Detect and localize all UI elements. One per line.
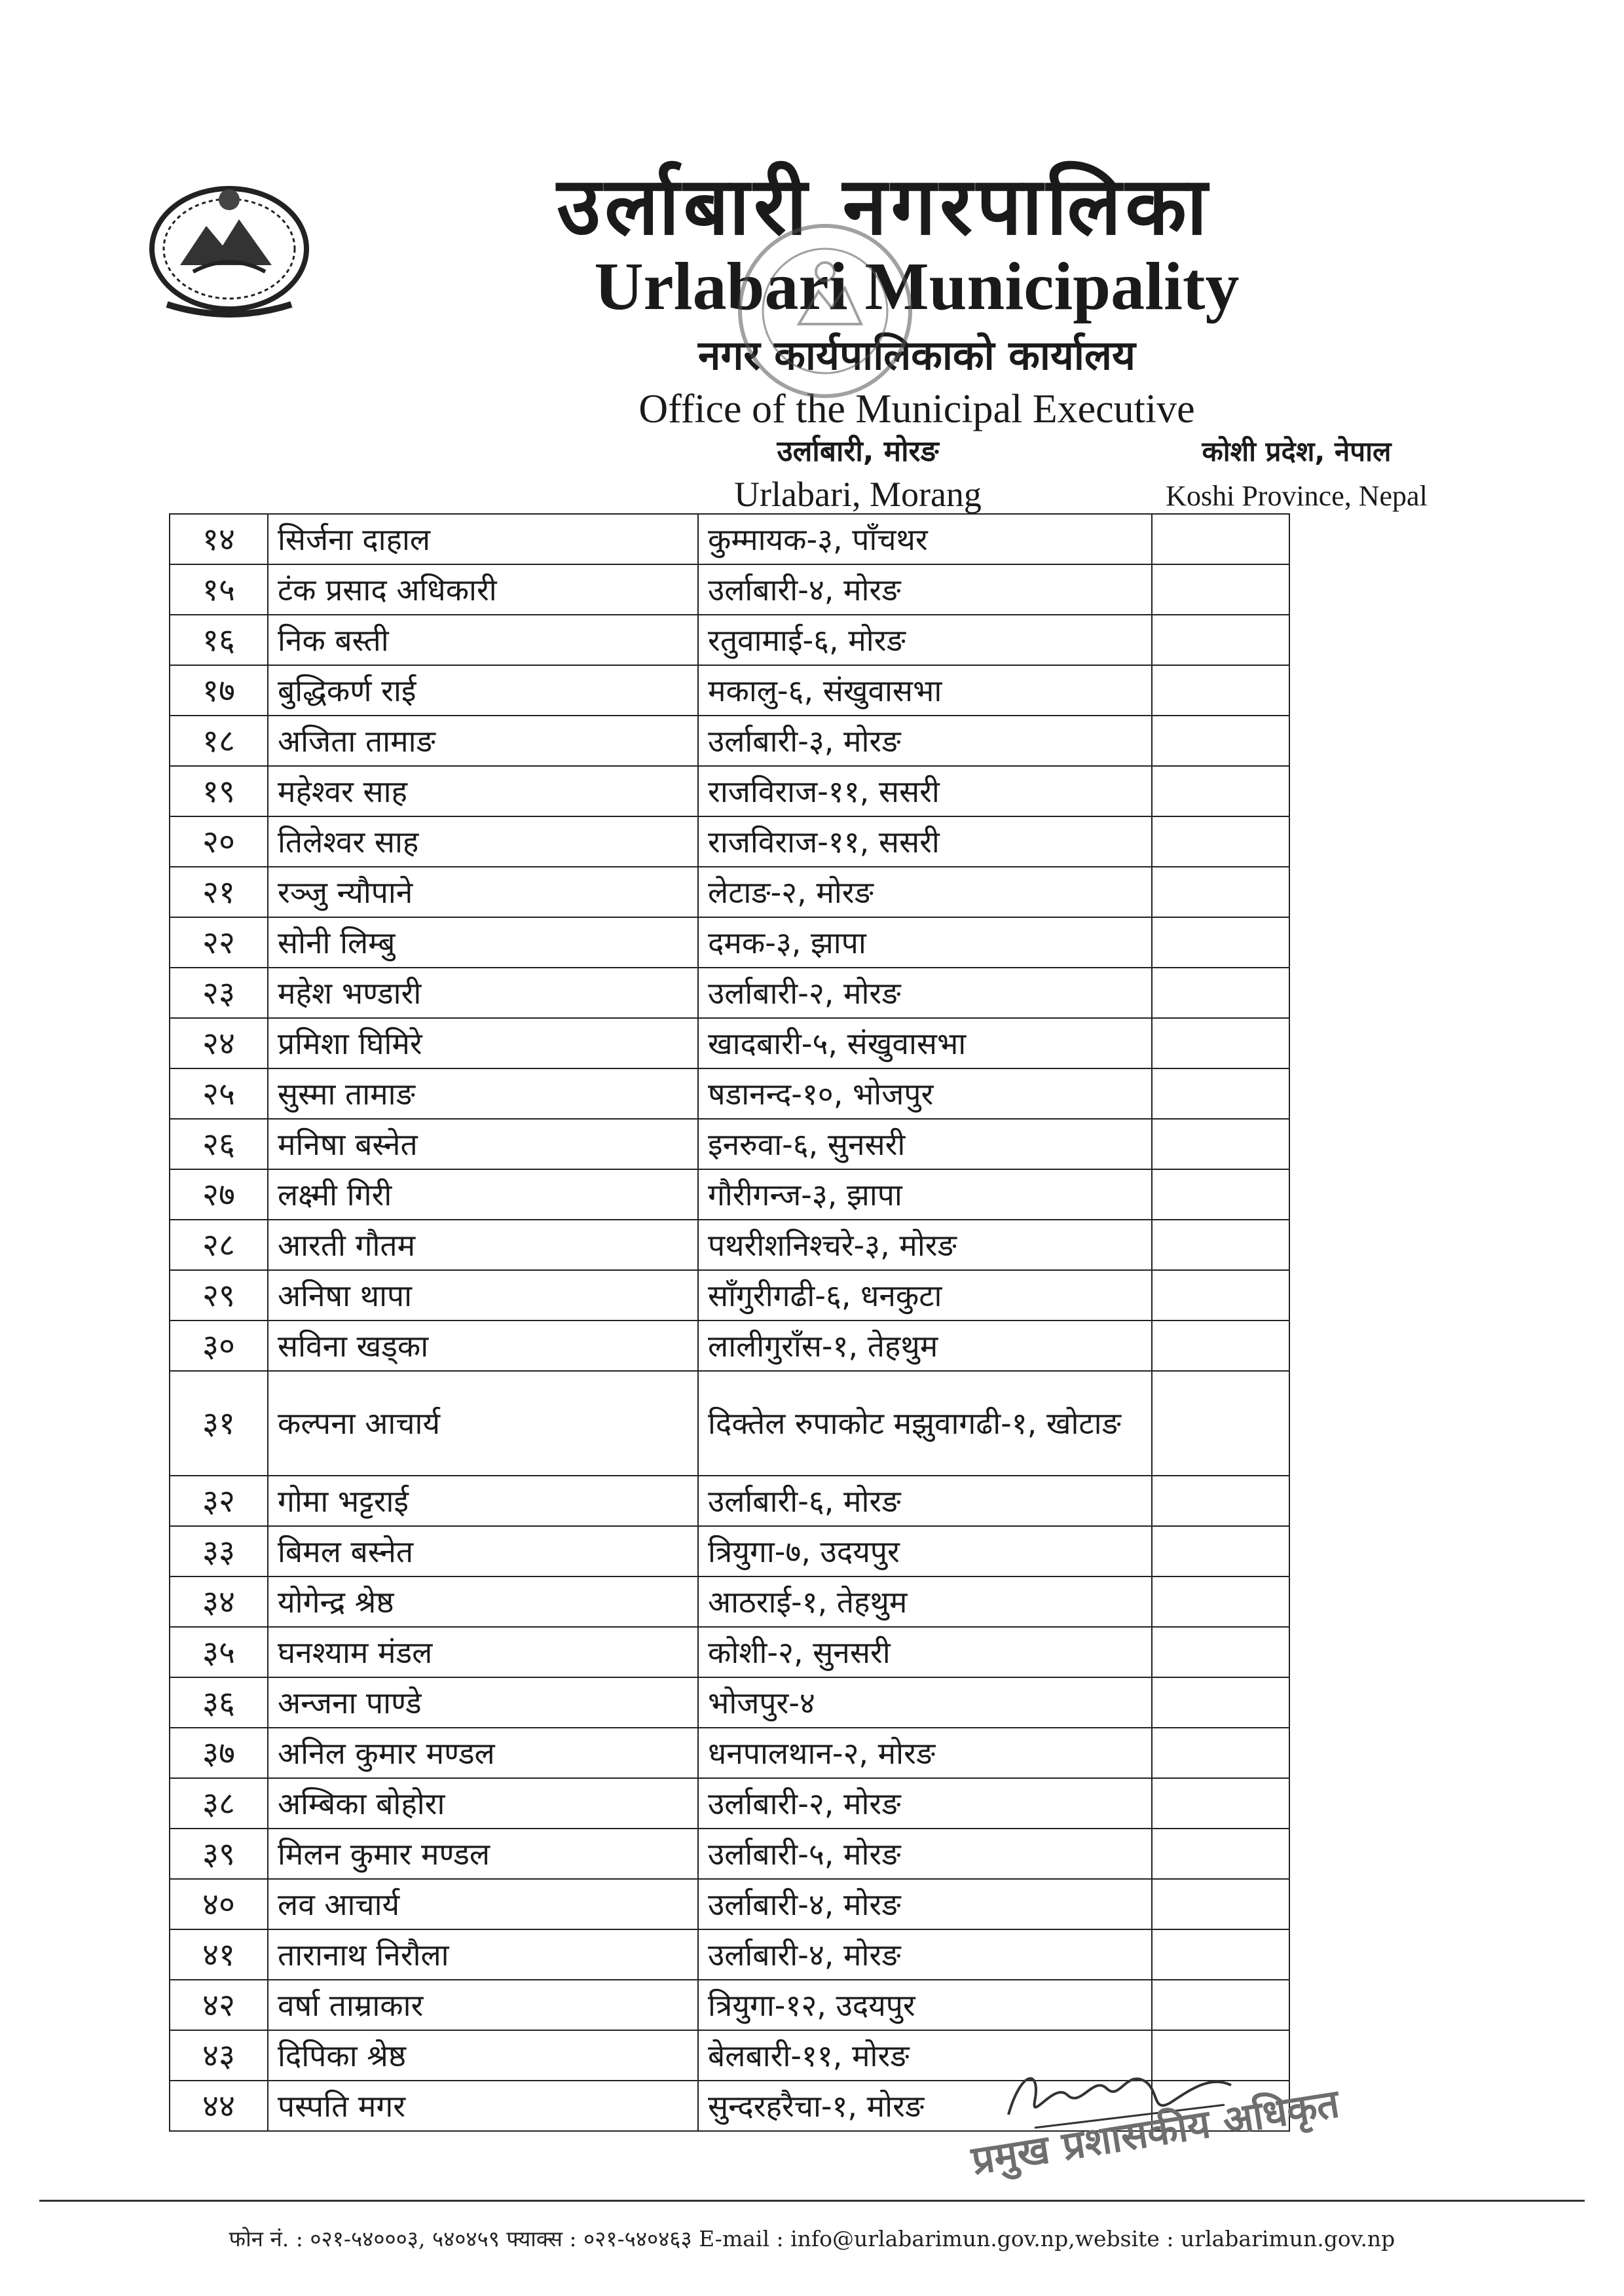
table-row — [170, 1119, 1289, 1169]
name-cell: दिपिका श्रेष्ठ — [268, 2030, 698, 2081]
serial-number-cell: २७ — [170, 1169, 268, 1220]
address-cell: उर्लाबारी-४, मोरङ — [698, 1929, 1152, 1980]
serial-number-cell: ३३ — [170, 1526, 268, 1576]
serial-number-cell: ३२ — [170, 1476, 268, 1526]
name-cell: योगेन्द्र श्रेष्ठ — [268, 1576, 698, 1627]
footer-contact: फोन नं. : ०२१-५४०००३, ५४०४५९ फ्याक्स : ०२१-५४०४६३ E-mail : info@urlabarimun.gov.np,website : urlabarimun.gov.np — [229, 2226, 1395, 2251]
location-en: Urlabari, Morang — [734, 475, 982, 514]
address-cell: राजविराज-११, ससरी — [698, 816, 1152, 867]
address-cell: उर्लाबारी-४, मोरङ — [698, 1879, 1152, 1929]
serial-number-cell: २९ — [170, 1270, 268, 1321]
blank-cell — [1152, 514, 1289, 564]
office-seal-icon — [727, 213, 923, 409]
name-cell: आरती गौतम — [268, 1220, 698, 1270]
roster-table-body — [170, 514, 1289, 2131]
blank-cell — [1152, 766, 1289, 816]
serial-number-cell: ३१ — [170, 1371, 268, 1476]
address-cell: उर्लाबारी-६, मोरङ — [698, 1476, 1152, 1526]
table-row — [170, 1526, 1289, 1576]
blank-cell — [1152, 1829, 1289, 1879]
blank-cell — [1152, 1526, 1289, 1576]
serial-number-cell: २८ — [170, 1220, 268, 1270]
location-np: उर्लाबारी, मोरङ — [777, 435, 939, 468]
name-cell: तिलेश्वर साह — [268, 816, 698, 867]
name-cell: रञ्जु न्यौपाने — [268, 867, 698, 917]
blank-cell — [1152, 1929, 1289, 1980]
address-cell: त्रियुगा-७, उदयपुर — [698, 1526, 1152, 1576]
blank-cell — [1152, 716, 1289, 766]
table-row — [170, 1018, 1289, 1068]
serial-number-cell: ४४ — [170, 2081, 268, 2131]
address-cell: उर्लाबारी-२, मोरङ — [698, 968, 1152, 1018]
name-cell: गोमा भट्टराई — [268, 1476, 698, 1526]
serial-number-cell: १८ — [170, 716, 268, 766]
table-row — [170, 716, 1289, 766]
blank-cell — [1152, 1068, 1289, 1119]
name-cell: वर्षा ताम्राकार — [268, 1980, 698, 2030]
address-cell: बेलबारी-११, मोरङ — [698, 2030, 1152, 2081]
name-cell: सुस्मा तामाङ — [268, 1068, 698, 1119]
serial-number-cell: २४ — [170, 1018, 268, 1068]
blank-cell — [1152, 665, 1289, 716]
serial-number-cell: ४० — [170, 1879, 268, 1929]
name-cell: अनिल कुमार मण्डल — [268, 1728, 698, 1778]
serial-number-cell: १९ — [170, 766, 268, 816]
name-cell: तारानाथ निरौला — [268, 1929, 698, 1980]
address-cell: आठराई-१, तेहथुम — [698, 1576, 1152, 1627]
nepal-emblem-icon — [141, 173, 318, 318]
serial-number-cell: ३८ — [170, 1778, 268, 1829]
table-row — [170, 1728, 1289, 1778]
serial-number-cell: ३५ — [170, 1627, 268, 1677]
serial-number-cell: १७ — [170, 665, 268, 716]
roster-table — [169, 513, 1290, 2132]
address-cell: षडानन्द-१०, भोजपुर — [698, 1068, 1152, 1119]
official-stamp: प्रमुख प्रशासकीय अधिकृत — [969, 2081, 1342, 2184]
blank-cell — [1152, 1371, 1289, 1476]
address-cell: रतुवामाई-६, मोरङ — [698, 615, 1152, 665]
serial-number-cell: ४१ — [170, 1929, 268, 1980]
municipality-title-en: Urlabari Municipality — [594, 249, 1240, 324]
table-row — [170, 1068, 1289, 1119]
serial-number-cell: ३० — [170, 1321, 268, 1371]
name-cell: सोनी लिम्बु — [268, 917, 698, 968]
table-row — [170, 1879, 1289, 1929]
address-cell: इनरुवा-६, सुनसरी — [698, 1119, 1152, 1169]
address-cell: मकालु-६, संखुवासभा — [698, 665, 1152, 716]
blank-cell — [1152, 1677, 1289, 1728]
serial-number-cell: २६ — [170, 1119, 268, 1169]
name-cell: महेश्वर साह — [268, 766, 698, 816]
blank-cell — [1152, 1476, 1289, 1526]
table-row — [170, 1576, 1289, 1627]
address-cell: कुम्मायक-३, पाँचथर — [698, 514, 1152, 564]
blank-cell — [1152, 1778, 1289, 1829]
address-cell: साँगुरीगढी-६, धनकुटा — [698, 1270, 1152, 1321]
address-cell: धनपालथान-२, मोरङ — [698, 1728, 1152, 1778]
table-row — [170, 1677, 1289, 1728]
name-cell: टंक प्रसाद अधिकारी — [268, 564, 698, 615]
serial-number-cell: २० — [170, 816, 268, 867]
table-row — [170, 1929, 1289, 1980]
table-row — [170, 1321, 1289, 1371]
footer-divider — [39, 2200, 1585, 2202]
name-cell: घनश्याम मंडल — [268, 1627, 698, 1677]
address-cell: राजविराज-११, ससरी — [698, 766, 1152, 816]
name-cell: लव आचार्य — [268, 1879, 698, 1929]
blank-cell — [1152, 1169, 1289, 1220]
province-en: Koshi Province, Nepal — [1166, 480, 1428, 512]
name-cell: सविना खड्का — [268, 1321, 698, 1371]
province-np: कोशी प्रदेश, नेपाल — [1202, 435, 1392, 467]
name-cell: पस्पति मगर — [268, 2081, 698, 2131]
blank-cell — [1152, 1018, 1289, 1068]
blank-cell — [1152, 968, 1289, 1018]
office-title-en: Office of the Municipal Executive — [638, 387, 1195, 431]
table-row — [170, 1270, 1289, 1321]
address-cell: दिक्तेल रुपाकोट मझुवागढी-१, खोटाङ — [698, 1371, 1152, 1476]
blank-cell — [1152, 564, 1289, 615]
blank-cell — [1152, 1321, 1289, 1371]
serial-number-cell: ४३ — [170, 2030, 268, 2081]
serial-number-cell: १६ — [170, 615, 268, 665]
table-row — [170, 917, 1289, 968]
blank-cell — [1152, 615, 1289, 665]
address-cell: लेटाङ-२, मोरङ — [698, 867, 1152, 917]
blank-cell — [1152, 816, 1289, 867]
name-cell: निक बस्ती — [268, 615, 698, 665]
address-cell: उर्लाबारी-५, मोरङ — [698, 1829, 1152, 1879]
address-cell: गौरीगन्ज-३, झापा — [698, 1169, 1152, 1220]
table-row — [170, 867, 1289, 917]
blank-cell — [1152, 1627, 1289, 1677]
name-cell: मिलन कुमार मण्डल — [268, 1829, 698, 1879]
serial-number-cell: २५ — [170, 1068, 268, 1119]
blank-cell — [1152, 917, 1289, 968]
municipality-title-np: उर्लाबारी नगरपालिका — [557, 160, 1211, 253]
blank-cell — [1152, 1879, 1289, 1929]
address-cell: उर्लाबारी-२, मोरङ — [698, 1778, 1152, 1829]
address-cell: पथरीशनिश्चरे-३, मोरङ — [698, 1220, 1152, 1270]
table-row — [170, 1829, 1289, 1879]
address-cell: भोजपुर-४ — [698, 1677, 1152, 1728]
table-row — [170, 1371, 1289, 1476]
office-title-np: नगर कार्यपालिकाको कार्यालय — [698, 331, 1135, 379]
serial-number-cell: २२ — [170, 917, 268, 968]
table-row — [170, 615, 1289, 665]
table-row — [170, 1220, 1289, 1270]
serial-number-cell: ४२ — [170, 1980, 268, 2030]
name-cell: अम्बिका बोहोरा — [268, 1778, 698, 1829]
serial-number-cell: ३९ — [170, 1829, 268, 1879]
name-cell: अजिता तामाङ — [268, 716, 698, 766]
blank-cell — [1152, 1270, 1289, 1321]
address-cell: उर्लाबारी-३, मोरङ — [698, 716, 1152, 766]
name-cell: अन्जना पाण्डे — [268, 1677, 698, 1728]
table-row — [170, 816, 1289, 867]
serial-number-cell: ३७ — [170, 1728, 268, 1778]
serial-number-cell: १४ — [170, 514, 268, 564]
address-cell: खादबारी-५, संखुवासभा — [698, 1018, 1152, 1068]
name-cell: सिर्जना दाहाल — [268, 514, 698, 564]
serial-number-cell: ३६ — [170, 1677, 268, 1728]
serial-number-cell: २३ — [170, 968, 268, 1018]
blank-cell — [1152, 1728, 1289, 1778]
table-row — [170, 1980, 1289, 2030]
name-cell: लक्ष्मी गिरी — [268, 1169, 698, 1220]
serial-number-cell: ३४ — [170, 1576, 268, 1627]
name-cell: बुद्धिकर्ण राई — [268, 665, 698, 716]
name-cell: मनिषा बस्नेत — [268, 1119, 698, 1169]
table-row — [170, 766, 1289, 816]
table-row — [170, 665, 1289, 716]
blank-cell — [1152, 1220, 1289, 1270]
table-row — [170, 968, 1289, 1018]
blank-cell — [1152, 1576, 1289, 1627]
address-cell: कोशी-२, सुनसरी — [698, 1627, 1152, 1677]
name-cell: बिमल बस्नेत — [268, 1526, 698, 1576]
name-cell: प्रमिशा घिमिरे — [268, 1018, 698, 1068]
name-cell: कल्पना आचार्य — [268, 1371, 698, 1476]
table-row — [170, 1169, 1289, 1220]
table-row — [170, 564, 1289, 615]
blank-cell — [1152, 867, 1289, 917]
blank-cell — [1152, 1119, 1289, 1169]
address-cell: त्रियुगा-१२, उदयपुर — [698, 1980, 1152, 2030]
table-row — [170, 1476, 1289, 1526]
address-cell: सुन्दरहरैचा-१, मोरङ — [698, 2081, 1152, 2131]
table-row — [170, 514, 1289, 564]
table-row — [170, 1627, 1289, 1677]
address-cell: लालीगुराँस-१, तेहथुम — [698, 1321, 1152, 1371]
name-cell: महेश भण्डारी — [268, 968, 698, 1018]
serial-number-cell: २१ — [170, 867, 268, 917]
address-cell: उर्लाबारी-४, मोरङ — [698, 564, 1152, 615]
address-cell: दमक-३, झापा — [698, 917, 1152, 968]
serial-number-cell: १५ — [170, 564, 268, 615]
table-row — [170, 1778, 1289, 1829]
name-cell: अनिषा थापा — [268, 1270, 698, 1321]
blank-cell — [1152, 1980, 1289, 2030]
